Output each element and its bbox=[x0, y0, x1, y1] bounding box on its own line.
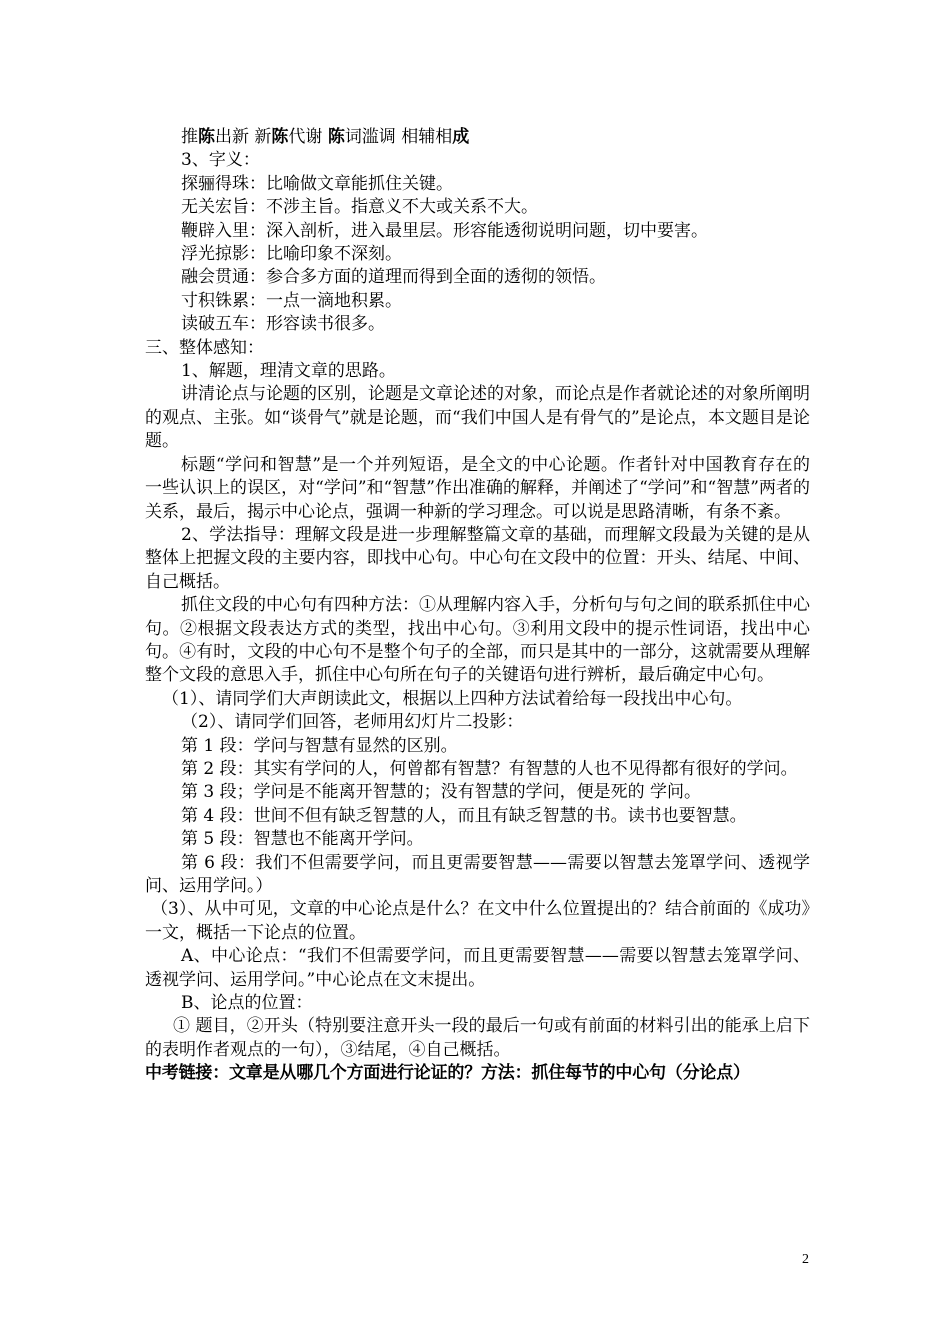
definition-item: 无关宏旨：不涉主旨。指意义不大或关系不大。 bbox=[181, 197, 538, 218]
idiom-bold-char: 陈 bbox=[271, 127, 289, 147]
segment-summary: 第 3 段；学问是不能离开智慧的；没有智慧的学问，便是死的 学问。 bbox=[181, 782, 702, 803]
idiom-text: 出新 新 bbox=[215, 127, 272, 147]
paragraph: （2）、请同学们回答，老师用幻灯片二投影： bbox=[181, 712, 524, 733]
section-heading-overall: 三、整体感知： bbox=[145, 337, 264, 358]
segment-summary: 第 1 段：学问与智慧有显然的区别。 bbox=[181, 735, 458, 756]
definition-item: 融会贯通：参合多方面的道理而得到全面的透彻的领悟。 bbox=[181, 267, 606, 288]
definition-item: 寸积铢累：一点一滴地积累。 bbox=[181, 290, 402, 311]
idioms-line bbox=[145, 126, 810, 149]
idiom-text: 推 bbox=[181, 127, 198, 147]
idiom-bold-char: 成 bbox=[452, 127, 470, 147]
definition-item: 探骊得珠：比喻做文章能抓住关键。 bbox=[181, 173, 453, 194]
section-heading-meaning: 3、字义： bbox=[181, 150, 260, 171]
paragraph: ① 题目，②开头（特别要注意开头一段的最后一句或有前面的材料引出的能承上启下的表明作者观点的一句），③结尾，④自己概括。 bbox=[145, 1016, 810, 1060]
paragraph: 讲清论点与论题的区别，论题是文章论述的对象，而论点是作者就论述的对象所阐明的观点、主张。如“谈骨气”就是论题，而“我们中国人是有骨气的”是论点，本文题目是论题。 bbox=[145, 384, 810, 452]
exam-link-line: 中考链接：文章是从哪几个方面进行论证的？方法：抓住每节的中心句（分论点） bbox=[145, 1063, 750, 1084]
idiom-bold-char: 陈 bbox=[327, 127, 345, 147]
paragraph: 1、解题，理清文章的思路。 bbox=[181, 361, 396, 382]
idiom-text: 词滥调 相辅相 bbox=[344, 127, 453, 147]
page-number: 2 bbox=[802, 1252, 809, 1267]
idiom-bold-char: 陈 bbox=[198, 127, 215, 147]
segment-summary: 第 6 段：我们不但需要学问，而且更需要智慧——需要以智慧去笼罩学问、透视学问、运用学问。） bbox=[145, 852, 810, 896]
paragraph: 2、学法指导：理解文段是进一步理解整篇文章的基础，而理解文段最为关键的是从整体上把握文段的主要内容，即找中心句。中心句在文段中的位置：开头、结尾、中间、自己概括。 bbox=[145, 524, 810, 592]
segment-summary: 第 4 段：世间不但有缺乏智慧的人，而且有缺乏智慧的书。读书也要智慧。 bbox=[181, 805, 747, 826]
definition-item: 浮光掠影：比喻印象不深刻。 bbox=[181, 244, 402, 265]
page-content bbox=[145, 126, 810, 1086]
idiom-text: 代谢 bbox=[288, 127, 328, 147]
definition-item: 鞭辟入里：深入剖析，进入最里层。形容能透彻说明问题，切中要害。 bbox=[181, 220, 708, 241]
paragraph: （3）、从中可见，文章的中心论点是什么？在文中什么位置提出的？结合前面的《成功》一文，概括一下论点的位置。 bbox=[145, 899, 810, 943]
paragraph: 标题“学问和智慧”是一个并列短语，是全文的中心论题。作者针对中国教育存在的一些认识上的误区，对“学问”和“智慧”作出准确的解释，并阐述了“学问”和“智慧”两者的关系，最后，揭示中心论点，强调一种新的学习理念。可以说是思路清晰，有条不紊。 bbox=[145, 454, 810, 522]
segment-summary: 第 5 段：智慧也不能离开学问。 bbox=[181, 829, 424, 850]
definition-item: 读破五车：形容读书很多。 bbox=[181, 314, 385, 335]
segment-summary: 第 2 段：其实有学问的人，何曾都有智慧？有智慧的人也不见得都有很好的学问。 bbox=[181, 758, 798, 779]
paragraph: 抓住文段的中心句有四种方法：①从理解内容入手，分析句与句之间的联系抓住中心句。②根据文段表达方式的类型，找出中心句。③利用文段中的提示性词语，找出中心句。④有时，文段的中心句不是整个句子的全部，而只是其中的一部分，这就需要从理解整个文段的意思入手，抓住中心句所在句子的关键语句进行辨析，最后确定中心句。 bbox=[145, 595, 810, 686]
paragraph: B、论点的位置： bbox=[181, 993, 313, 1014]
paragraph: （1）、请同学们大声朗读此文，根据以上四种方法试着给每一段找出中心句。 bbox=[162, 688, 743, 709]
paragraph: A、中心论点：“我们不但需要学问，而且更需要智慧——需要以智慧去笼罩学问、透视学问、运用学问。”中心论点在文末提出。 bbox=[145, 946, 810, 990]
